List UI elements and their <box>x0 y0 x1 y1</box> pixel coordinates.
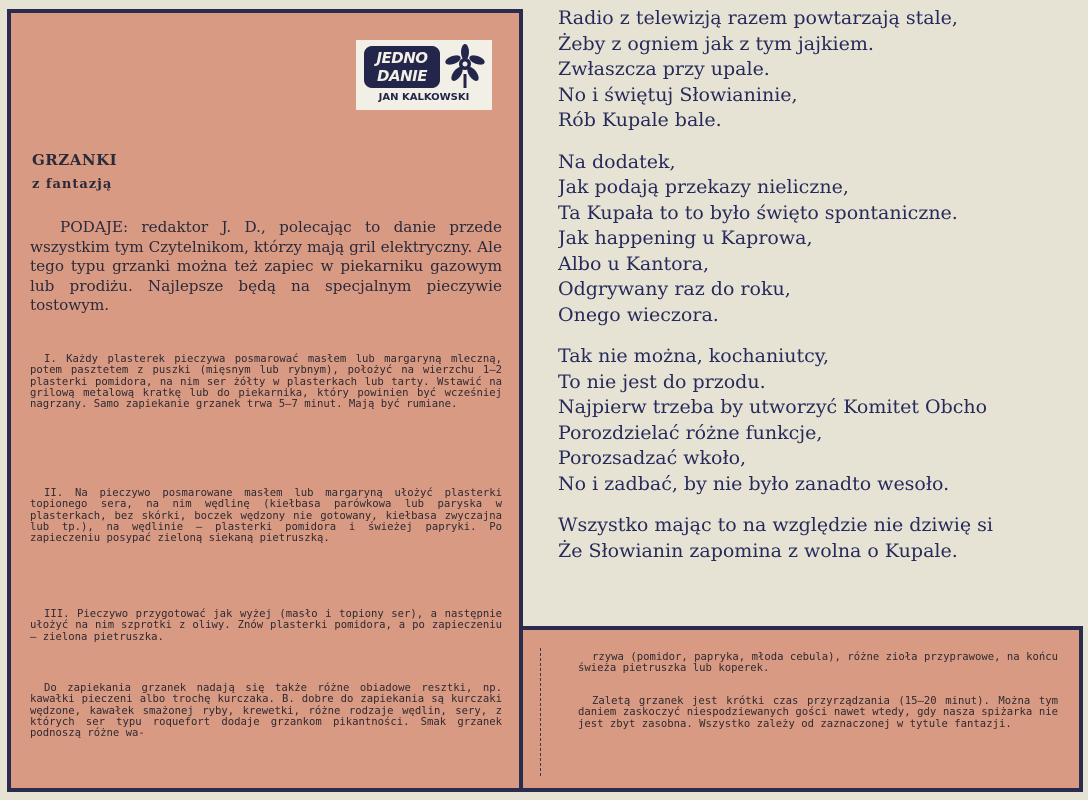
poem-line: Radio z telewizją razem powtarzają stale, <box>558 7 958 29</box>
recipe-intro: PODAJE: redaktor J. D., polecając to danie przede wszystkim tym Czytelnikom, którzy mają gril elektryczny. Ale tego typu grzanki można też zapiec w piekarniku gazowym lub prodiżu. Najlepsze będą na specjalnym pieczywie tostowym. <box>30 218 502 314</box>
flower-icon <box>442 44 488 90</box>
poem-stanza-3 <box>558 344 1088 497</box>
recipe-title: GRZANKI <box>32 151 118 169</box>
poem-line: To nie jest do przodu. <box>558 370 766 393</box>
poem-line: Albo u Kantora, <box>558 252 709 275</box>
poem-line: Żeby z ogniem jak z tym jajkiem. <box>558 32 874 55</box>
recipe-step-2: II. Na pieczywo posmarowane masłem lub margaryną ułożyć plasterki topionego sera, na nim wędlinę (kiełbasa parówkowa lub paryska w plasterkach, bez skórki, boczek wędzony nie gotowany, kiełbasa zwyczajna lub tp.), na wędlinie — plasterki pomidora i świeżej papryki. Po zapieczeniu posypać zieloną siekaną pietruszką. <box>30 487 502 545</box>
poem-line: Jak podają przekazy nieliczne, <box>558 176 849 198</box>
poem-line: Jak happening u Kaprowa, <box>558 227 813 249</box>
column-divider <box>540 648 541 776</box>
poem-stanza-1 <box>558 6 1088 134</box>
poem-stanza-4 <box>558 513 1088 564</box>
recipe-step-1: I. Każdy plasterek pieczywa posmarować masłem lub margaryną mleczną, potem pasztetem z puszki (mięsnym lub rybnym), położyć na wierzchu 1—2 plasterki pomidora, na nim ser żółty w plasterkach lub tarty. Wstawić na grilową metalową kratkę lub do piekarnika, który powinien być wcześniej nagrzany. Samo zapiekanie grzanek trwa 5—7 minut. Mają być rumiane. <box>30 353 502 411</box>
poem-line: Tak nie można, kochaniutcy, <box>558 345 830 367</box>
poem-stanza-2 <box>558 150 1088 329</box>
recipe-subtitle: z fantazją <box>32 177 113 192</box>
poem-line: Ta Kupała to to było święto spontaniczne. <box>558 201 958 224</box>
recipe-paragraph-6: Zaletą grzanek jest krótki czas przyrządzania (15—20 minut). Można tym daniem zaskoczyć niespodziewanych gości nawet wtedy, gdy nasza spiżarka nie jest zbyt zasobna. Wszystko zależy od zaznaczonej w tytule fantazji. <box>578 695 1058 730</box>
recipe-step-3: III. Pieczywo przygotować jak wyżej (masło i topiony ser), a następnie ułożyć na nim szprotki z oliwy. Znów plasterki pomidora, a po zapieczeniu — zielona pietruszka. <box>30 608 502 643</box>
recipe-paragraph-5: rzywa (pomidor, papryka, młoda cebula), różne zioła przyprawowe, na końcu świeża pietruszka lub koperek. <box>578 651 1058 675</box>
column-logo <box>356 40 492 110</box>
poem-line: Odgrywany raz do roku, <box>558 278 791 300</box>
poem-line: Wszystko mając to na względzie nie dziwię si <box>558 514 993 536</box>
poem-line: Że Słowianin zapomina z wolna o Kupale. <box>558 539 958 562</box>
recipe-paragraph-4: Do zapiekania grzanek nadają się także różne obiadowe resztki, np. kawałki pieczeni albo trochę kurczaka. B. dobre do zapiekania są kurczaki wędzone, kawałek smażonej ryby, krewetki, różne rodzaje wędlin, sery, z których ser typu roquefort dodaje grzankom pikantności. Smak grzanek podnoszą różne wa- <box>30 682 502 740</box>
poem-line: Na dodatek, <box>558 150 676 173</box>
poem-line: Onego wieczora. <box>558 303 719 326</box>
logo-title-line1: JEDNO <box>376 49 428 67</box>
poem-line: Porozdzielać różne funkcje, <box>558 421 823 444</box>
logo-author: JAN KALKOWSKI <box>378 92 470 103</box>
poem-line: Zwłaszcza przy upale. <box>558 58 770 80</box>
poem-line: No i świętuj Słowianinie, <box>558 83 798 106</box>
poem <box>558 6 1088 580</box>
poem-line: No i zadbać, by nie było zanadto wesoło. <box>558 472 950 495</box>
logo-title-line2: DANIE <box>377 67 427 85</box>
logo-title <box>364 46 440 88</box>
poem-line: Porozsadzać wkoło, <box>558 447 747 469</box>
poem-line: Rób Kupale bale. <box>558 109 722 131</box>
panel-border <box>7 788 1083 792</box>
poem-line: Najpierw trzeba by utworzyć Komitet Obcho <box>558 396 988 418</box>
